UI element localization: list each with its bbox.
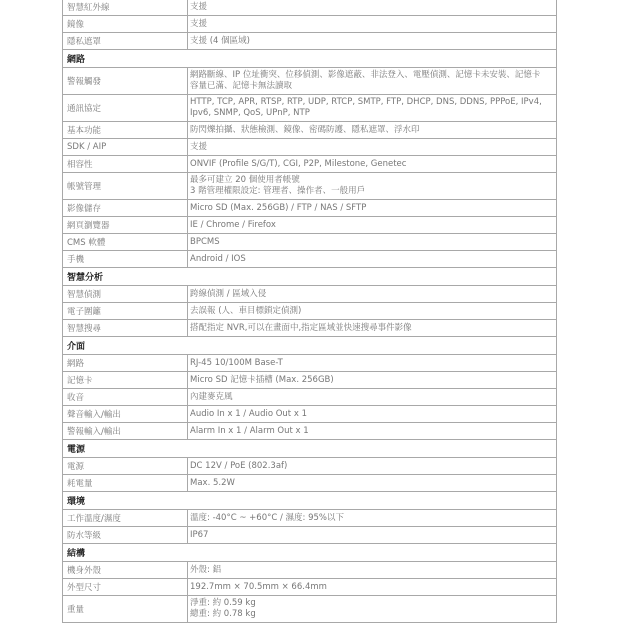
- spec-row: [62, 320, 557, 337]
- spec-value: [188, 562, 556, 578]
- spec-value-line: 支援: [190, 18, 208, 29]
- spec-row: [62, 173, 557, 200]
- spec-label: 耗電量: [63, 475, 188, 491]
- spec-value: [188, 423, 556, 439]
- spec-value-line: 3 階管理權限設定: 管理者、操作者、一般用戶: [190, 186, 366, 196]
- spec-value: [188, 217, 556, 233]
- section-title: 介面: [67, 342, 86, 352]
- spec-label: 聲音輸入/輸出: [63, 406, 188, 422]
- spec-value: [188, 579, 556, 595]
- spec-label: CMS 軟體: [63, 234, 188, 250]
- spec-value: [188, 527, 556, 543]
- spec-label: 記憶卡: [63, 372, 188, 388]
- spec-value-line: Micro SD 記憶卡插槽 (Max. 256GB): [190, 374, 334, 385]
- spec-row: [62, 251, 557, 268]
- spec-row: [62, 475, 557, 492]
- spec-row: [62, 286, 557, 303]
- spec-value: [188, 303, 556, 319]
- spec-value: [188, 0, 556, 15]
- spec-value: [188, 139, 556, 155]
- spec-row: [62, 68, 557, 95]
- spec-row: [62, 389, 557, 406]
- spec-table: [62, 0, 557, 623]
- spec-label: 警報觸發: [63, 68, 188, 94]
- spec-value: [188, 510, 556, 526]
- spec-row: [62, 217, 557, 234]
- section-title: 智慧分析: [67, 273, 104, 283]
- spec-label: 相容性: [63, 156, 188, 172]
- spec-row: [62, 355, 557, 372]
- spec-value: [188, 406, 556, 422]
- spec-row: [62, 16, 557, 33]
- spec-label: 手機: [63, 251, 188, 267]
- spec-label: 收音: [63, 389, 188, 405]
- section-title: 環境: [67, 497, 86, 507]
- spec-label: 影像儲存: [63, 200, 188, 216]
- spec-row: [62, 200, 557, 217]
- spec-value-line: Max. 5.2W: [190, 477, 235, 488]
- spec-row: [62, 562, 557, 579]
- spec-row: [62, 139, 557, 156]
- spec-value: [188, 16, 556, 32]
- spec-value-line: Micro SD (Max. 256GB) / FTP / NAS / SFTP: [190, 202, 367, 213]
- spec-label: 隱私遮罩: [63, 33, 188, 49]
- section-title: 結構: [67, 549, 86, 559]
- spec-label: 鏡像: [63, 16, 188, 32]
- spec-value-line: 192.7mm × 70.5mm × 66.4mm: [190, 581, 327, 592]
- spec-row: [62, 527, 557, 544]
- spec-value-line: 搭配指定 NVR,可以在畫面中,指定區域並快速搜尋事件影像: [190, 322, 412, 333]
- spec-value: [188, 458, 556, 474]
- spec-row: [62, 303, 557, 320]
- spec-value-line: Android / IOS: [190, 253, 246, 264]
- spec-value: [188, 33, 556, 49]
- spec-value-line: IE / Chrome / Firefox: [190, 219, 276, 230]
- spec-value-line: ONVIF (Profile S/G/T), CGI, P2P, Milestone, Genetec: [190, 158, 407, 169]
- spec-label: 電源: [63, 458, 188, 474]
- spec-value-line: IP67: [190, 529, 209, 540]
- spec-value-line: 溫度: -40°C ~ +60°C / 濕度: 95%以下: [190, 512, 345, 523]
- spec-label: 電子圍籬: [63, 303, 188, 319]
- spec-value-line: Ipv6, SNMP, QoS, UPnP, NTP: [190, 108, 310, 118]
- spec-label: 網頁瀏覽器: [63, 217, 188, 233]
- section-header: [62, 50, 557, 68]
- spec-row: [62, 33, 557, 50]
- spec-label: 外型尺寸: [63, 579, 188, 595]
- spec-label: 智慧偵測: [63, 286, 188, 302]
- spec-value-line: BPCMS: [190, 236, 220, 247]
- spec-value: [188, 475, 556, 491]
- section-header: [62, 492, 557, 510]
- spec-value: [188, 200, 556, 216]
- spec-row: [62, 423, 557, 440]
- spec-value: [188, 372, 556, 388]
- spec-value: [188, 156, 556, 172]
- spec-label: 重量: [63, 596, 188, 622]
- spec-value: [188, 389, 556, 405]
- spec-value-line: 容量已滿、記憶卡無法讀取: [190, 81, 293, 91]
- spec-label: 帳號管理: [63, 173, 188, 199]
- spec-value-line: Audio In x 1 / Audio Out x 1: [190, 408, 307, 419]
- spec-row: [62, 596, 557, 623]
- spec-value-line: 網路斷線、IP 位址衝突、位移偵測、影像遮蔽、非法登入、電壓偵測、記憶卡未安裝、記憶卡: [190, 70, 541, 80]
- spec-value-line: 內建麥克風: [190, 391, 233, 402]
- section-title: 電源: [67, 445, 86, 455]
- spec-value-line: Alarm In x 1 / Alarm Out x 1: [190, 425, 309, 436]
- spec-value: [188, 234, 556, 250]
- section-header: [62, 440, 557, 458]
- section-header: [62, 337, 557, 355]
- spec-label: 基本功能: [63, 122, 188, 138]
- spec-value: [188, 596, 556, 622]
- spec-value-line: HTTP, TCP, APR, RTSP, RTP, UDP, RTCP, SMTP, FTP, DHCP, DNS, DDNS, PPPoE, IPv4,: [190, 97, 542, 107]
- spec-value-line: 外殼: 鋁: [190, 564, 222, 575]
- spec-value: [188, 355, 556, 371]
- section-header: [62, 268, 557, 286]
- spec-value-line: 淨重: 約 0.59 kg: [190, 598, 256, 608]
- spec-row: [62, 510, 557, 527]
- spec-value-line: 支援: [190, 1, 208, 12]
- spec-row: [62, 122, 557, 139]
- spec-value-line: RJ-45 10/100M Base-T: [190, 357, 283, 368]
- spec-label: 防水等級: [63, 527, 188, 543]
- spec-value-line: 總重: 約 0.78 kg: [190, 609, 256, 619]
- spec-value: [188, 68, 556, 94]
- spec-value: [188, 173, 556, 199]
- spec-value: [188, 320, 556, 336]
- spec-row: [62, 95, 557, 122]
- spec-value-line: 跨線偵測 / 區域入侵: [190, 288, 267, 299]
- spec-value: [188, 286, 556, 302]
- spec-label: 工作溫度/濕度: [63, 510, 188, 526]
- spec-value: [188, 95, 556, 121]
- spec-row: [62, 458, 557, 475]
- spec-label: 通訊協定: [63, 95, 188, 121]
- section-header: [62, 544, 557, 562]
- spec-label: 警報輸入/輸出: [63, 423, 188, 439]
- spec-value-line: 支援 (4 個區域): [190, 35, 250, 46]
- spec-label: 機身外殼: [63, 562, 188, 578]
- spec-value-line: 去誤報 (人、車目標鎖定偵測): [190, 305, 302, 316]
- spec-value-line: DC 12V / PoE (802.3af): [190, 460, 288, 471]
- spec-row: [62, 156, 557, 173]
- section-title: 網路: [67, 55, 86, 65]
- spec-label: SDK / AIP: [63, 139, 188, 155]
- spec-row: [62, 579, 557, 596]
- spec-value-line: 支援: [190, 141, 208, 152]
- spec-value-line: 防閃爍拍攝、狀態檢測、鏡像、密碼防護、隱私遮罩、浮水印: [190, 124, 420, 135]
- spec-label: 網路: [63, 355, 188, 371]
- spec-value-line: 最多可建立 20 個使用者帳號: [190, 175, 300, 185]
- spec-label: 智慧搜尋: [63, 320, 188, 336]
- spec-value: [188, 251, 556, 267]
- spec-row: [62, 406, 557, 423]
- spec-label: 智慧紅外線: [63, 0, 188, 15]
- spec-row: [62, 0, 557, 16]
- spec-row: [62, 234, 557, 251]
- spec-value: [188, 122, 556, 138]
- spec-row: [62, 372, 557, 389]
